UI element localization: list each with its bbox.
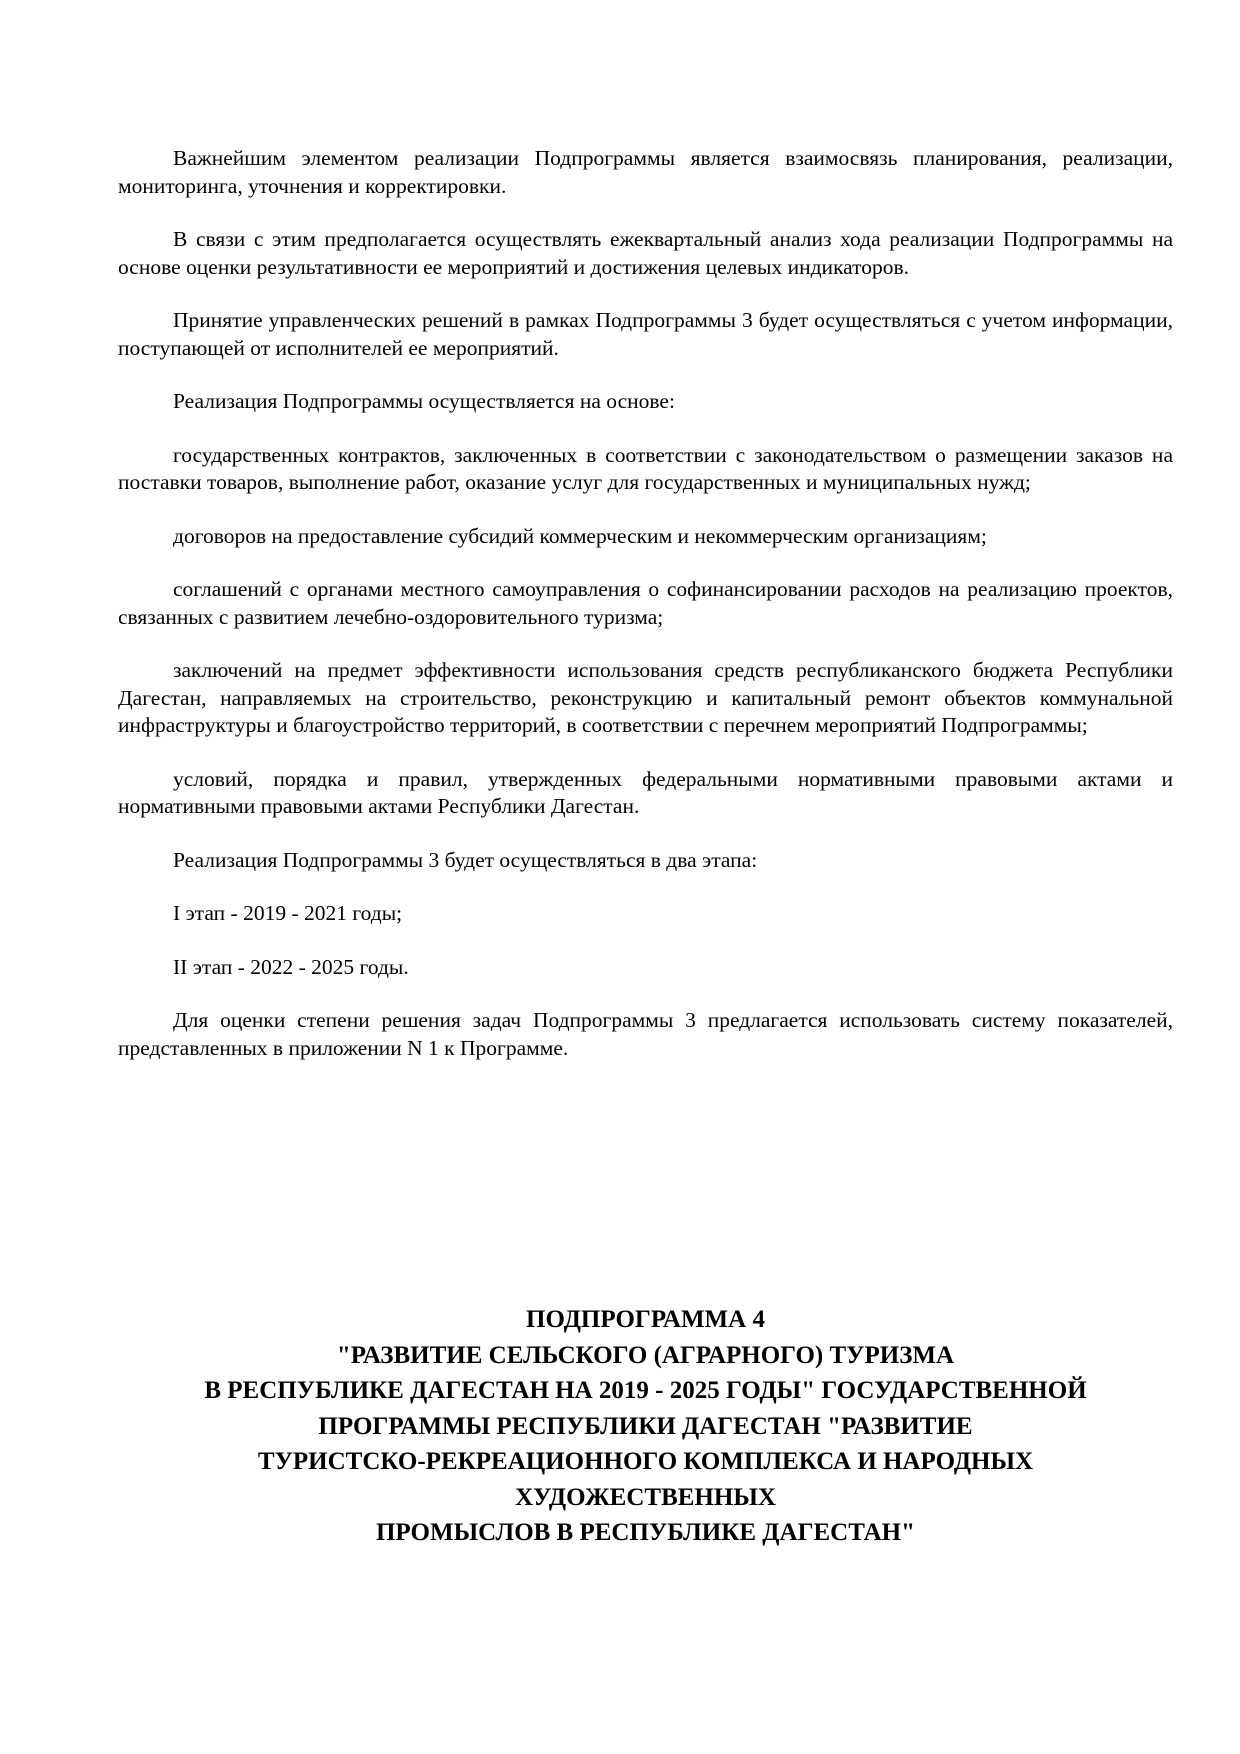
paragraph-quarterly-analysis: В связи с этим предполагается осуществлять ежеквартальный анализ хода реализации Подпрограммы на основе оценки результативности ее мероприятий и достижения целевых индикаторов. xyxy=(118,227,1173,279)
paragraph-two-stages: Реализация Подпрограммы 3 будет осуществляться в два этапа: xyxy=(173,847,758,872)
paragraph-implementation-basis: Реализация Подпрограммы осуществляется на основе: xyxy=(173,389,675,413)
heading-line: В РЕСПУБЛИКЕ ДАГЕСТАН НА 2019 - 2025 ГОДЫ" ГОСУДАРСТВЕННОЙ xyxy=(204,1377,1087,1404)
heading-line: ПОДПРОГРАММА 4 xyxy=(526,1306,765,1333)
document-body xyxy=(118,145,1173,1088)
heading-line: ТУРИСТСКО-РЕКРЕАЦИОННОГО КОМПЛЕКСА И НАРОДНЫХ xyxy=(257,1448,1034,1475)
paragraph-state-contracts: государственных контрактов, заключенных в соответствии с законодательством о размещении заказов на поставки товаров, выполнение работ, оказание услуг для государственных и муниципальных нужд; xyxy=(118,442,1173,494)
heading-line: ПРОГРАММЫ РЕСПУБЛИКИ ДАГЕСТАН "РАЗВИТИЕ xyxy=(318,1412,973,1440)
paragraph-management-decisions: Принятие управленческих решений в рамках Подпрограммы 3 будет осуществляться с учетом информации, поступающей от исполнителей ее мероприятий. xyxy=(118,308,1173,360)
paragraph-indicator-system: Для оценки степени решения задач Подпрограммы 3 предлагается использовать систему показателей, представленных в приложении N 1 к Программе. xyxy=(118,1008,1173,1060)
heading-line: ПРОМЫСЛОВ В РЕСПУБЛИКЕ ДАГЕСТАН" xyxy=(375,1519,916,1546)
heading-line: "РАЗВИТИЕ СЕЛЬСКОГО (АГРАРНОГО) ТУРИЗМА xyxy=(336,1341,955,1369)
heading-line: ХУДОЖЕСТВЕННЫХ xyxy=(515,1483,776,1511)
paragraph-efficiency-conclusions: заключений на предмет эффективности использования средств республиканского бюджета Республики Дагестан, направляемых на строительство, реконструкцию и капитальный ремонт объектов коммунальной инфраструктуры и благоустройство территорий, в соответствии с перечнем мероприятий Подпрограммы; xyxy=(118,658,1173,737)
paragraph-conditions-and-rules: условий, порядка и правил, утвержденных федеральными нормативными правовыми актами и нормативными правовыми актами Республики Дагестан. xyxy=(118,766,1173,818)
paragraph-local-government-agreements: соглашений с органами местного самоуправления о софинансировании расходов на реализацию проектов, связанных с развитием лечебно-оздоровительного туризма; xyxy=(118,577,1173,629)
subprogram-heading xyxy=(118,1302,1173,1551)
paragraph-stage-two: II этап - 2022 - 2025 годы. xyxy=(173,954,409,979)
paragraph-subsidy-agreements: договоров на предоставление субсидий коммерческим и некоммерческим организациям; xyxy=(173,523,987,548)
paragraph-stage-one: I этап - 2019 - 2021 годы; xyxy=(173,901,403,925)
paragraph-implementation-element: Важнейшим элементом реализации Подпрограммы является взаимосвязь планирования, реализации, мониторинга, уточнения и корректировки. xyxy=(118,146,1173,198)
